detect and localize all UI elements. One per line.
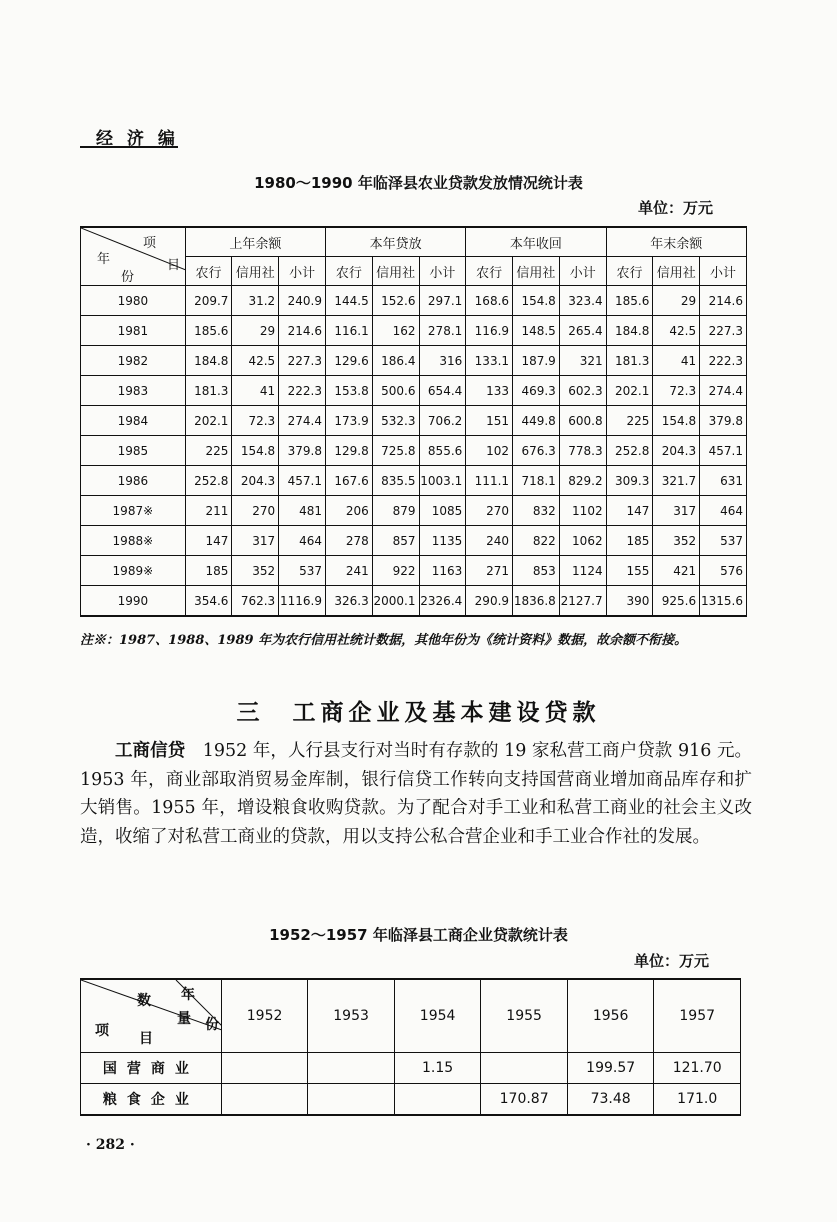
value-cell: 222.3: [700, 346, 747, 376]
sub-header: 信用社: [232, 257, 279, 286]
value-cell: 718.1: [513, 466, 560, 496]
value-cell: 29: [232, 316, 279, 346]
value-cell: 173.9: [325, 406, 372, 436]
group-header: 本年收回: [466, 227, 606, 257]
value-cell: 148.5: [513, 316, 560, 346]
year-cell: 1981: [81, 316, 186, 346]
value-cell: 185: [606, 526, 653, 556]
commerce-loan-table: [80, 978, 741, 1116]
row-label: 国营商业: [81, 1053, 222, 1084]
value-cell: 500.6: [372, 376, 419, 406]
group-header: 上年余额: [185, 227, 325, 257]
value-cell: 464: [700, 496, 747, 526]
header-underline: [80, 146, 178, 148]
table-row: [81, 406, 747, 436]
table1-unit: 单位：万元: [638, 199, 714, 217]
value-cell: 274.4: [279, 406, 326, 436]
value-cell: 181.3: [185, 376, 232, 406]
value-cell: 532.3: [372, 406, 419, 436]
table2-unit: 单位：万元: [634, 952, 710, 970]
table-row: [81, 316, 747, 346]
year-header: 1955: [481, 979, 568, 1053]
corner-label-fen: 份: [205, 1017, 219, 1033]
value-cell: 204.3: [232, 466, 279, 496]
value-cell: 154.8: [653, 406, 700, 436]
value-cell: 167.6: [325, 466, 372, 496]
value-cell: 185.6: [606, 286, 653, 316]
value-cell: 270: [232, 496, 279, 526]
section-heading: 三 工商企业及基本建设贷款: [236, 699, 601, 726]
value-cell: 1062: [559, 526, 606, 556]
value-cell: 42.5: [653, 316, 700, 346]
value-cell: 2127.7: [559, 586, 606, 617]
agri-loan-table: [80, 226, 747, 617]
value-cell: 144.5: [325, 286, 372, 316]
value-cell: 252.8: [185, 466, 232, 496]
value-cell: 1836.8: [513, 586, 560, 617]
value-cell: 725.8: [372, 436, 419, 466]
value-cell: 1315.6: [700, 586, 747, 617]
page-number: · 282 ·: [86, 1137, 135, 1153]
corner-label-fen: 份: [121, 270, 135, 285]
value-cell: 227.3: [279, 346, 326, 376]
value-cell: 855.6: [419, 436, 466, 466]
value-cell: 1.15: [394, 1053, 481, 1084]
corner-label-shu: 数: [137, 993, 151, 1009]
value-cell: 1102: [559, 496, 606, 526]
value-cell: 271: [466, 556, 513, 586]
value-cell: [221, 1053, 308, 1084]
corner-label-liang: 量: [177, 1011, 191, 1027]
value-cell: 278: [325, 526, 372, 556]
value-cell: 185.6: [185, 316, 232, 346]
table-row: [81, 466, 747, 496]
sub-header: 小计: [700, 257, 747, 286]
value-cell: 481: [279, 496, 326, 526]
table1-note: 注※：1987、1988、1989 年为农行信用社统计数据，其他年份为《统计资料》数据，故余额不衔接。: [80, 633, 688, 648]
year-cell: 1990: [81, 586, 186, 617]
value-cell: 227.3: [700, 316, 747, 346]
value-cell: 352: [653, 526, 700, 556]
value-cell: 240.9: [279, 286, 326, 316]
value-cell: 352: [232, 556, 279, 586]
value-cell: 29: [653, 286, 700, 316]
value-cell: 211: [185, 496, 232, 526]
year-header: 1954: [394, 979, 481, 1053]
value-cell: 185: [185, 556, 232, 586]
value-cell: 379.8: [700, 406, 747, 436]
year-cell: 1983: [81, 376, 186, 406]
value-cell: 199.57: [567, 1053, 654, 1084]
value-cell: 252.8: [606, 436, 653, 466]
value-cell: 111.1: [466, 466, 513, 496]
value-cell: [308, 1053, 395, 1084]
group-header: 年末余额: [606, 227, 746, 257]
value-cell: 326.3: [325, 586, 372, 617]
value-cell: 73.48: [567, 1084, 654, 1116]
value-cell: 857: [372, 526, 419, 556]
value-cell: [394, 1084, 481, 1116]
value-cell: 170.87: [481, 1084, 568, 1116]
table-row: [81, 346, 747, 376]
table-row: [81, 1053, 741, 1084]
value-cell: 469.3: [513, 376, 560, 406]
value-cell: 537: [279, 556, 326, 586]
value-cell: [308, 1084, 395, 1116]
value-cell: 654.4: [419, 376, 466, 406]
value-cell: 186.4: [372, 346, 419, 376]
value-cell: 316: [419, 346, 466, 376]
value-cell: 202.1: [606, 376, 653, 406]
value-cell: 72.3: [653, 376, 700, 406]
sub-header: 小计: [419, 257, 466, 286]
value-cell: 922: [372, 556, 419, 586]
value-cell: 829.2: [559, 466, 606, 496]
value-cell: 42.5: [232, 346, 279, 376]
value-cell: 853: [513, 556, 560, 586]
value-cell: 290.9: [466, 586, 513, 617]
sub-header: 小计: [559, 257, 606, 286]
corner-label-mu: 目: [167, 258, 181, 273]
year-header: 1957: [654, 979, 741, 1053]
value-cell: 129.6: [325, 346, 372, 376]
value-cell: 778.3: [559, 436, 606, 466]
value-cell: 676.3: [513, 436, 560, 466]
value-cell: 832: [513, 496, 560, 526]
sub-header: 农行: [606, 257, 653, 286]
value-cell: 537: [700, 526, 747, 556]
paragraph-lead: 工商信贷: [115, 741, 186, 761]
value-cell: 181.3: [606, 346, 653, 376]
value-cell: 102: [466, 436, 513, 466]
value-cell: 155: [606, 556, 653, 586]
value-cell: 184.8: [185, 346, 232, 376]
year-header: 1952: [221, 979, 308, 1053]
value-cell: 2326.4: [419, 586, 466, 617]
value-cell: 129.8: [325, 436, 372, 466]
value-cell: 214.6: [279, 316, 326, 346]
value-cell: 1135: [419, 526, 466, 556]
value-cell: 390: [606, 586, 653, 617]
value-cell: 202.1: [185, 406, 232, 436]
year-cell: 1984: [81, 406, 186, 436]
value-cell: 147: [606, 496, 653, 526]
year-header: 1956: [567, 979, 654, 1053]
value-cell: 209.7: [185, 286, 232, 316]
value-cell: 168.6: [466, 286, 513, 316]
value-cell: 576: [700, 556, 747, 586]
value-cell: 222.3: [279, 376, 326, 406]
value-cell: 184.8: [606, 316, 653, 346]
value-cell: 449.8: [513, 406, 560, 436]
table-row: [81, 376, 747, 406]
value-cell: 354.6: [185, 586, 232, 617]
corner-label-mu: 目: [139, 1031, 153, 1047]
value-cell: 317: [653, 496, 700, 526]
value-cell: 41: [232, 376, 279, 406]
value-cell: 31.2: [232, 286, 279, 316]
value-cell: 321: [559, 346, 606, 376]
value-cell: 154.8: [513, 286, 560, 316]
sub-header: 农行: [185, 257, 232, 286]
value-cell: 762.3: [232, 586, 279, 617]
value-cell: 72.3: [232, 406, 279, 436]
value-cell: 1124: [559, 556, 606, 586]
value-cell: 1163: [419, 556, 466, 586]
table2-title: 1952～1957 年临泽县工商企业贷款统计表: [269, 926, 568, 944]
value-cell: 153.8: [325, 376, 372, 406]
year-header: 1953: [308, 979, 395, 1053]
year-cell: 1980: [81, 286, 186, 316]
row-label: 粮食企业: [81, 1084, 222, 1116]
value-cell: [221, 1084, 308, 1116]
year-cell: 1985: [81, 436, 186, 466]
value-cell: 321.7: [653, 466, 700, 496]
table2-corner-cell: [81, 979, 222, 1053]
table-row: [81, 436, 747, 466]
value-cell: 323.4: [559, 286, 606, 316]
year-cell: 1989※: [81, 556, 186, 586]
corner-label-nian: 年: [181, 987, 195, 1003]
value-cell: 133: [466, 376, 513, 406]
value-cell: 162: [372, 316, 419, 346]
value-cell: 631: [700, 466, 747, 496]
year-cell: 1982: [81, 346, 186, 376]
table1-corner-cell: [81, 227, 186, 286]
value-cell: 706.2: [419, 406, 466, 436]
sub-header: 信用社: [372, 257, 419, 286]
value-cell: 214.6: [700, 286, 747, 316]
value-cell: 225: [185, 436, 232, 466]
value-cell: 154.8: [232, 436, 279, 466]
value-cell: 171.0: [654, 1084, 741, 1116]
table-row: [81, 526, 747, 556]
value-cell: 206: [325, 496, 372, 526]
value-cell: 379.8: [279, 436, 326, 466]
sub-header: 农行: [325, 257, 372, 286]
table-row: [81, 1084, 741, 1116]
value-cell: 457.1: [279, 466, 326, 496]
value-cell: 41: [653, 346, 700, 376]
year-cell: 1988※: [81, 526, 186, 556]
year-cell: 1987※: [81, 496, 186, 526]
value-cell: 270: [466, 496, 513, 526]
value-cell: 879: [372, 496, 419, 526]
value-cell: 835.5: [372, 466, 419, 496]
value-cell: 421: [653, 556, 700, 586]
value-cell: 925.6: [653, 586, 700, 617]
value-cell: 187.9: [513, 346, 560, 376]
table1-title: 1980～1990 年临泽县农业贷款发放情况统计表: [254, 174, 583, 192]
value-cell: 265.4: [559, 316, 606, 346]
value-cell: 133.1: [466, 346, 513, 376]
value-cell: 464: [279, 526, 326, 556]
table-row: [81, 286, 747, 316]
corner-label-year: 年: [97, 252, 111, 267]
year-cell: 1986: [81, 466, 186, 496]
sub-header: 农行: [466, 257, 513, 286]
table-row: [81, 556, 747, 586]
value-cell: 241: [325, 556, 372, 586]
sub-header: 小计: [279, 257, 326, 286]
section-header: 经 济 编: [96, 129, 179, 149]
body-paragraph: [80, 737, 752, 851]
value-cell: 309.3: [606, 466, 653, 496]
value-cell: 2000.1: [372, 586, 419, 617]
value-cell: 602.3: [559, 376, 606, 406]
value-cell: 116.9: [466, 316, 513, 346]
value-cell: 116.1: [325, 316, 372, 346]
value-cell: 147: [185, 526, 232, 556]
value-cell: 317: [232, 526, 279, 556]
sub-header: 信用社: [653, 257, 700, 286]
value-cell: 1116.9: [279, 586, 326, 617]
corner-label-item: 项: [143, 236, 157, 251]
group-header: 本年贷放: [325, 227, 465, 257]
value-cell: 152.6: [372, 286, 419, 316]
value-cell: 457.1: [700, 436, 747, 466]
value-cell: 225: [606, 406, 653, 436]
value-cell: 204.3: [653, 436, 700, 466]
value-cell: [481, 1053, 568, 1084]
sub-header: 信用社: [513, 257, 560, 286]
value-cell: 297.1: [419, 286, 466, 316]
value-cell: 121.70: [654, 1053, 741, 1084]
table-row: [81, 496, 747, 526]
value-cell: 822: [513, 526, 560, 556]
value-cell: 1085: [419, 496, 466, 526]
value-cell: 151: [466, 406, 513, 436]
value-cell: 278.1: [419, 316, 466, 346]
value-cell: 600.8: [559, 406, 606, 436]
value-cell: 274.4: [700, 376, 747, 406]
value-cell: 1003.1: [419, 466, 466, 496]
paragraph-text: 1952 年，人行县支行对当时有存款的 19 家私营工商户贷款 916 元。1953 年，商业部取消贸易金库制，银行信贷工作转向支持国营商业增加商品库存和扩大销售。1955 年，增设粮食收购贷款。为了配合对手工业和私营工商业的社会主义改造，收缩了对私营工商业的贷款，用以支持公私合营企业和手工业合作社的发展。: [80, 741, 752, 847]
table-row: [81, 586, 747, 617]
corner-label-xiang: 项: [95, 1023, 109, 1039]
value-cell: 240: [466, 526, 513, 556]
